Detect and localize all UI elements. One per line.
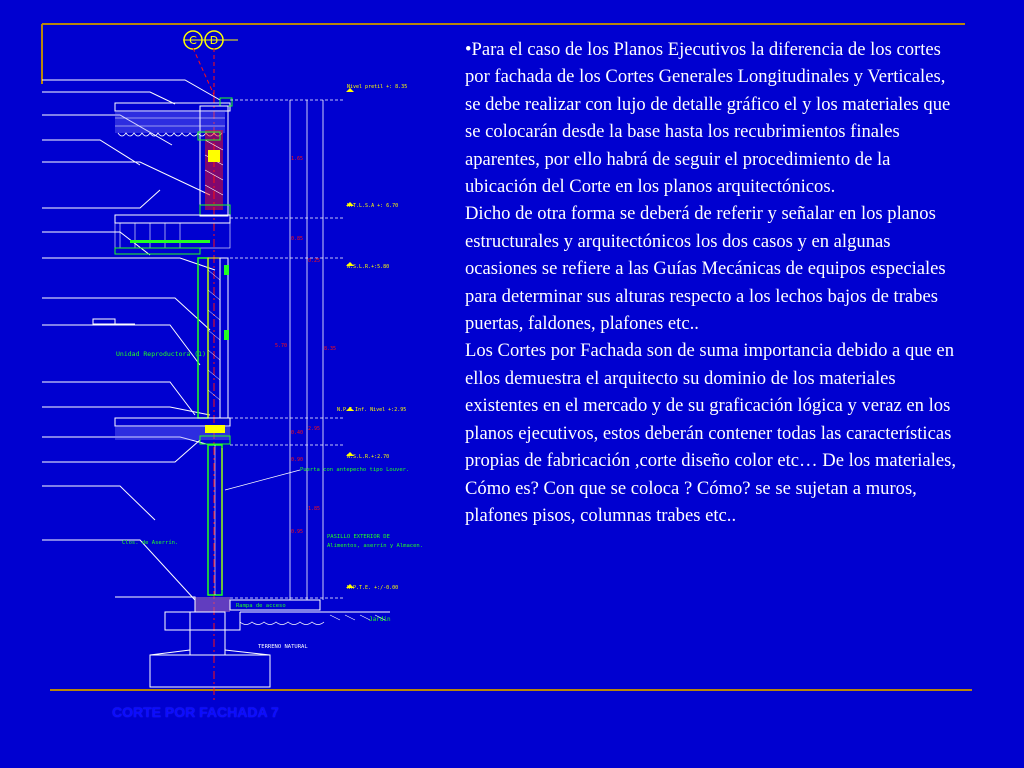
note-alimentos: Alimentos, aserrín y Almacen. (327, 543, 424, 549)
dimension-value: 5.70 (275, 343, 288, 349)
dimension-value: 0.25 (308, 258, 321, 264)
level-label: N.T.L.S.A +: 6.70 (347, 203, 399, 209)
body-text (465, 36, 965, 529)
foundation (115, 597, 390, 687)
lower-slab (115, 418, 230, 444)
dimension-value: 0.90 (291, 457, 304, 463)
note-pasillo: PASILLO EXTERIOR DE (327, 534, 390, 540)
level-label: Nivel pretil +: 8.35 (347, 84, 408, 90)
mezzanine-slab (115, 215, 230, 254)
dimension-value: 0.95 (291, 529, 304, 535)
note-leader (225, 470, 300, 490)
note-jardin: Jardin (369, 616, 391, 623)
note-puerta: Puerta con antepecho tipo Louver. (300, 467, 410, 473)
lower-wall (208, 445, 222, 595)
dimension-value: 1.65 (291, 156, 304, 162)
level-markers (346, 88, 354, 588)
level-label: N.P.T.Inf. Nivel +:2.95 (337, 407, 407, 413)
axis-label-c: C (189, 34, 197, 47)
dimension-value: 2.95 (308, 426, 321, 432)
dimension-value: 0.85 (291, 236, 304, 242)
leader-lines (42, 80, 220, 600)
note-rampa: Rampa de acceso (236, 603, 286, 609)
dimension-value: 1.85 (308, 506, 321, 512)
level-label: N.P.T.E. +:/-0.00 (347, 585, 399, 591)
paragraph: Los Cortes por Fachada son de suma importancia debido a que en ellos demuestra el arquitecto su dominio de los materiales existentes en el mercado y de su graficación lógica y veraz en los planos ejecutivos, estos deberán contener todas las características propias de fabricación ,corte diseño color etc… De los materiales, Cómo es? Con que se coloca ? Cómo? se se sujetan a muros, plafones pisos, columnas trabes etc.. (465, 340, 956, 526)
paragraph: •Para el caso de los Planos Ejecutivos la diferencia de los cortes por fachada de los Cortes Generales Longitudinales y Verticales, se debe realizar con lujo de detalle gráfico el y los materiales que se colocarán desde la base hasta los recubrimientos finales aparentes, por ello habrá de seguir el procedimiento de la ubicación del Corte en los planos arquitectónicos. (465, 39, 951, 198)
axis-label-d: D (209, 34, 219, 47)
paragraph: Dicho de otra forma se deberá de referir y señalar en los planos estructurales y arquitectónicos los dos casos y en algunas ocasiones se refiere a las Guías Mecánicas de equipos especiales para determinar sus alturas respecto a los lechos bajos de trabes puertas, faldones, plafones etc.. (465, 203, 946, 335)
note-terreno: TERRENO NATURAL (258, 644, 308, 650)
room-wall (93, 258, 229, 418)
dimension-value: 0.40 (291, 430, 304, 436)
note-clos: Clos. de Aserrín. (122, 540, 179, 546)
dimension-value: 8.35 (324, 346, 337, 352)
axis-markers (183, 31, 238, 95)
drawing-caption: CORTE POR FACHADA 7 (112, 704, 279, 720)
level-label: N.S.L.R.+:2.70 (347, 454, 390, 460)
level-label: N.S.L.R.+:5.80 (347, 264, 390, 270)
note-unidad: Unidad Reproductora (1) (116, 350, 207, 358)
